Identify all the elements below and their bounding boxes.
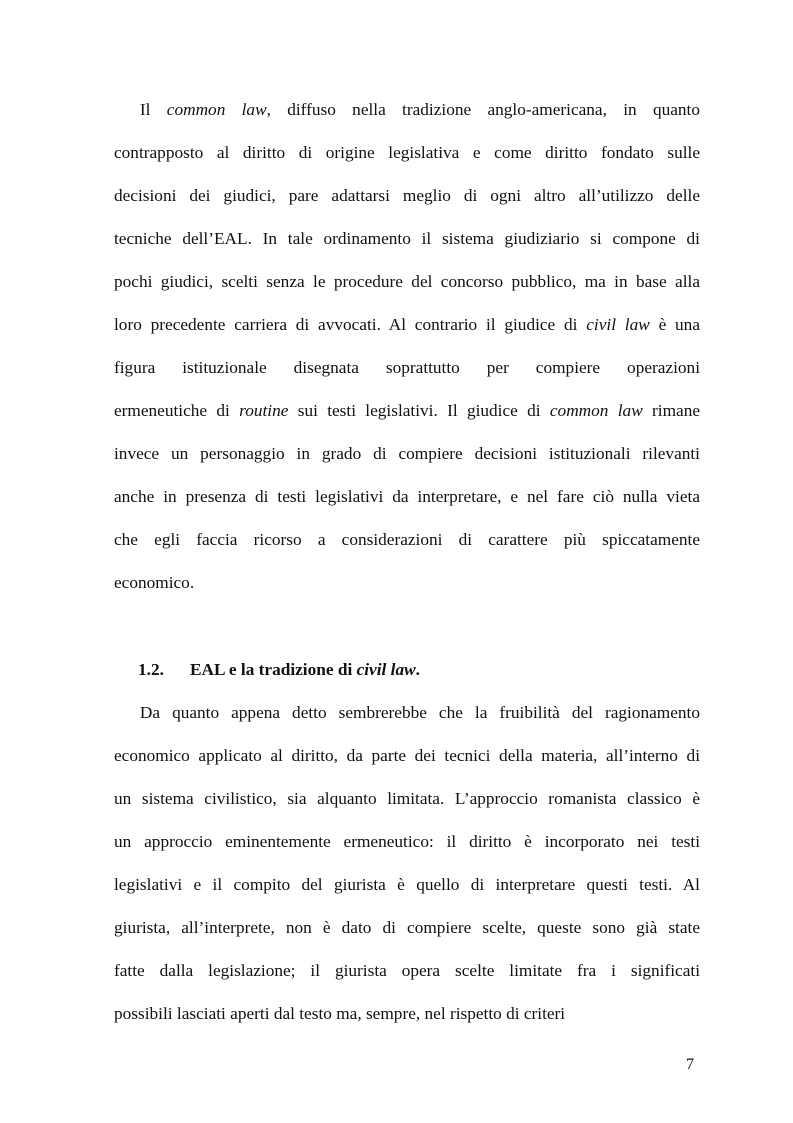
text-line [114, 303, 700, 346]
italic-term: civil law [586, 315, 650, 334]
italic-term: routine [239, 401, 289, 420]
text-line [114, 992, 700, 1035]
text-run: possibili lasciati aperti dal testo ma, sempre, nel rispetto di criteri [114, 1004, 566, 1023]
section-number: 1.2. [138, 660, 164, 679]
section-title-period: . [415, 660, 420, 679]
text-line [114, 820, 700, 863]
text-run: decisioni dei giudici, pare adattarsi meglio di ogni altro all’utilizzo delle [114, 186, 700, 205]
text-run: sui testi legislativi. Il giudice di [288, 401, 550, 420]
text-line [114, 174, 700, 217]
text-line [114, 260, 700, 303]
section-heading [138, 648, 420, 691]
section-title-text: EAL e la tradizione di [190, 660, 357, 679]
text-line [114, 691, 700, 734]
text-run: figura istituzionale disegnata soprattutto per compiere operazioni [114, 358, 700, 377]
text-run: un sistema civilistico, sia alquanto limitata. L’approccio romanista classico è [114, 789, 700, 808]
page-number: 7 [686, 1056, 694, 1073]
italic-term: common law [549, 401, 643, 420]
text-run: Il [114, 100, 167, 119]
text-line [114, 863, 700, 906]
text-run: che egli faccia ricorso a considerazioni di carattere più spiccatamente [114, 530, 700, 549]
text-run: rimane [642, 401, 701, 420]
text-line [114, 475, 700, 518]
italic-term: common law [166, 100, 267, 119]
text-line [114, 131, 700, 174]
text-run: economico. [114, 573, 195, 592]
text-run: invece un personaggio in grado di compiere decisioni istituzionali rilevanti [114, 444, 700, 463]
text-line [114, 518, 700, 561]
text-run: , diffuso nella tradizione anglo-americana, in quanto [266, 100, 700, 119]
text-run: anche in presenza di testi legislativi da interpretare, e nel fare ciò nulla vieta [114, 487, 700, 506]
text-run: fatte dalla legislazione; il giurista opera scelte limitate fra i significati [114, 961, 700, 980]
text-line [114, 949, 700, 992]
text-run: un approccio eminentemente ermeneutico: il diritto è incorporato nei testi [114, 832, 700, 851]
text-line [114, 88, 700, 131]
text-line [114, 389, 700, 432]
text-run: tecniche dell’EAL. In tale ordinamento il sistema giudiziario si compone di [114, 229, 700, 248]
text-run: economico applicato al diritto, da parte dei tecnici della materia, all’interno di [114, 746, 700, 765]
section-title-italic: civil law [356, 660, 416, 679]
text-line [114, 777, 700, 820]
text-run: Da quanto appena detto sembrerebbe che la fruibilità del ragionamento [114, 703, 700, 722]
text-run: ermeneutiche di [114, 401, 240, 420]
text-line [114, 217, 700, 260]
text-run: è una [649, 315, 700, 334]
text-line [114, 734, 700, 777]
text-run: legislativi e il compito del giurista è quello di interpretare questi testi. Al [114, 875, 700, 894]
text-line [114, 906, 700, 949]
text-run: contrapposto al diritto di origine legislativa e come diritto fondato sulle [114, 143, 700, 162]
text-run: pochi giudici, scelti senza le procedure del concorso pubblico, ma in base alla [114, 272, 700, 291]
paragraph-civil-law [114, 691, 700, 1035]
paragraph-common-law [114, 88, 700, 604]
text-run: loro precedente carriera di avvocati. Al contrario il giudice di [114, 315, 587, 334]
text-run: giurista, all’interprete, non è dato di compiere scelte, queste sono già state [114, 918, 700, 937]
text-line [114, 561, 700, 604]
text-line [114, 346, 700, 389]
text-line [114, 432, 700, 475]
